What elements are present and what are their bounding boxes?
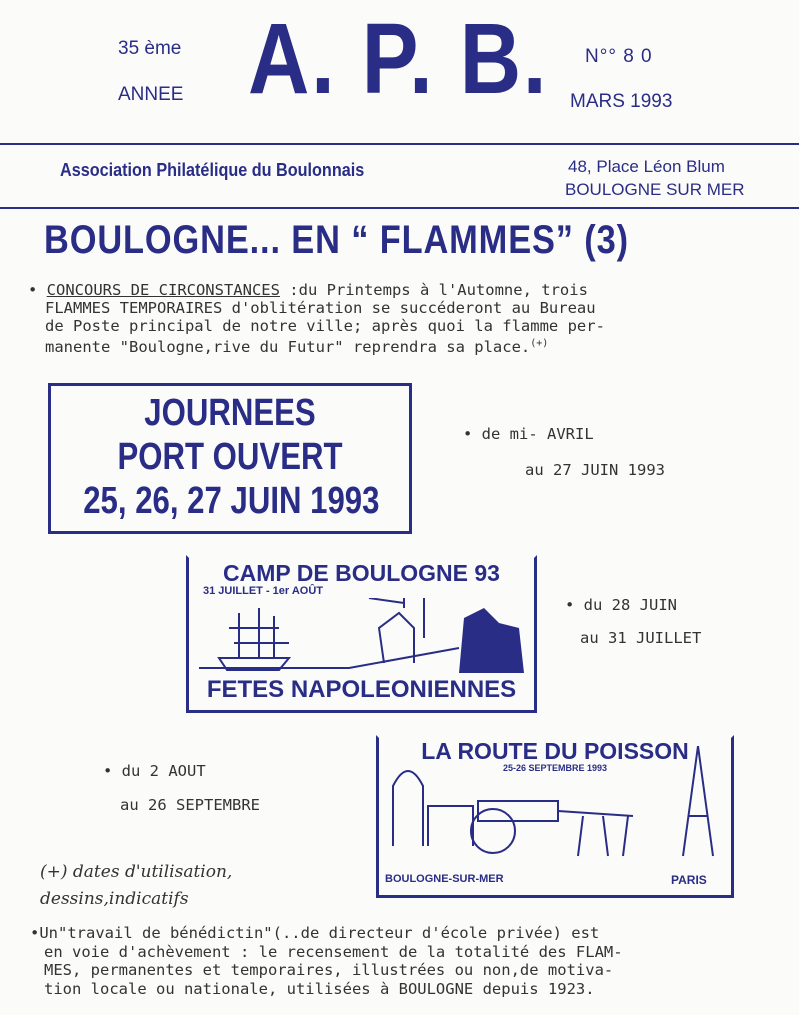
masthead-title: A. P. B. xyxy=(248,3,549,115)
stamp-subtitle: 31 JUILLET - 1er AOÛT xyxy=(203,585,324,597)
stamp-camp-boulogne xyxy=(186,555,537,713)
article-title: BOULOGNE... EN “ FLAMMES” (3) xyxy=(44,218,629,262)
stamp-left-label: BOULOGNE-SUR-MER xyxy=(385,873,504,885)
intro-heading: CONCOURS DE CIRCONSTANCES xyxy=(46,281,280,299)
closing-line: •Un"travail de bénédictin"(..de directeur d'école privée) est xyxy=(30,924,600,942)
date-from: • du 28 JUIN xyxy=(565,596,677,614)
closing-line: MES, permanentes et temporaires, illustrées ou non,de motiva- xyxy=(44,961,614,979)
stamp-line: JOURNEES xyxy=(144,392,316,434)
divider xyxy=(0,207,799,209)
stamp-route-poisson xyxy=(376,735,734,898)
stamp-line: 25, 26, 27 JUIN 1993 xyxy=(83,480,380,522)
intro-line: FLAMMES TEMPORAIRES d'oblitération se succéderont au Bureau xyxy=(45,299,596,317)
association-name: Association Philatélique du Boulonnais xyxy=(60,160,365,180)
stamp-bottom-text: FETES NAPOLEONIENNES xyxy=(206,676,517,703)
date-from: • de mi- AVRIL xyxy=(463,425,594,443)
date-to: au 31 JUILLET xyxy=(580,629,702,647)
stamp-subtitle: 25-26 SEPTEMBRE 1993 xyxy=(502,763,608,773)
issue-date: MARS 1993 xyxy=(570,91,673,112)
stamp-title: LA ROUTE DU POISSON xyxy=(421,738,689,764)
issue-number: N°° 8 0 xyxy=(585,46,653,67)
address-line1: 48, Place Léon Blum xyxy=(568,157,725,176)
napoleon-illustration-icon xyxy=(199,598,524,678)
date-to: au 27 JUIN 1993 xyxy=(525,461,665,479)
date-from: • du 2 AOUT xyxy=(103,762,206,780)
date-to: au 26 SEPTEMBRE xyxy=(120,796,260,814)
intro-paragraph: • CONCOURS DE CIRCONSTANCES :du Printemps à l'Automne, trois FLAMMES TEMPORAIRES d'oblitération se succéderont au Bureau de Poste principal de notre ville; après quoi la flamme per- manente "Boulogne,rive du Futur" reprendra sa place.(+) xyxy=(28,281,605,357)
stamp-port-ouvert xyxy=(48,383,412,534)
address-line2: BOULOGNE SUR MER xyxy=(565,180,745,199)
closing-line: tion locale ou nationale, utilisées à BOULOGNE depuis 1923. xyxy=(44,979,595,998)
intro-line: :du Printemps à l'Automne, trois xyxy=(279,281,588,299)
intro-line: de Poste principal de notre ville; après quoi la flamme per- xyxy=(45,317,605,335)
fish-cart-illustration-icon xyxy=(383,746,723,861)
divider xyxy=(0,143,799,145)
stamp-title: CAMP DE BOULOGNE 93 xyxy=(223,560,500,586)
footnote-line: dessins,indicatifs xyxy=(40,889,189,909)
edition-label: ANNEE xyxy=(118,84,184,105)
footnote-mark: (+) xyxy=(530,338,549,349)
intro-line: manente "Boulogne,rive du Futur" reprendra sa place. xyxy=(45,338,531,357)
footnote-line: (+) dates d'utilisation, xyxy=(40,862,233,882)
stamp-right-label: PARIS xyxy=(671,873,707,887)
stamp-line: PORT OUVERT xyxy=(117,436,343,478)
edition: 35 ème xyxy=(118,38,182,59)
closing-paragraph xyxy=(30,924,623,998)
closing-line: en voie d'achèvement : le recensement de la totalité des FLAM- xyxy=(44,942,623,961)
